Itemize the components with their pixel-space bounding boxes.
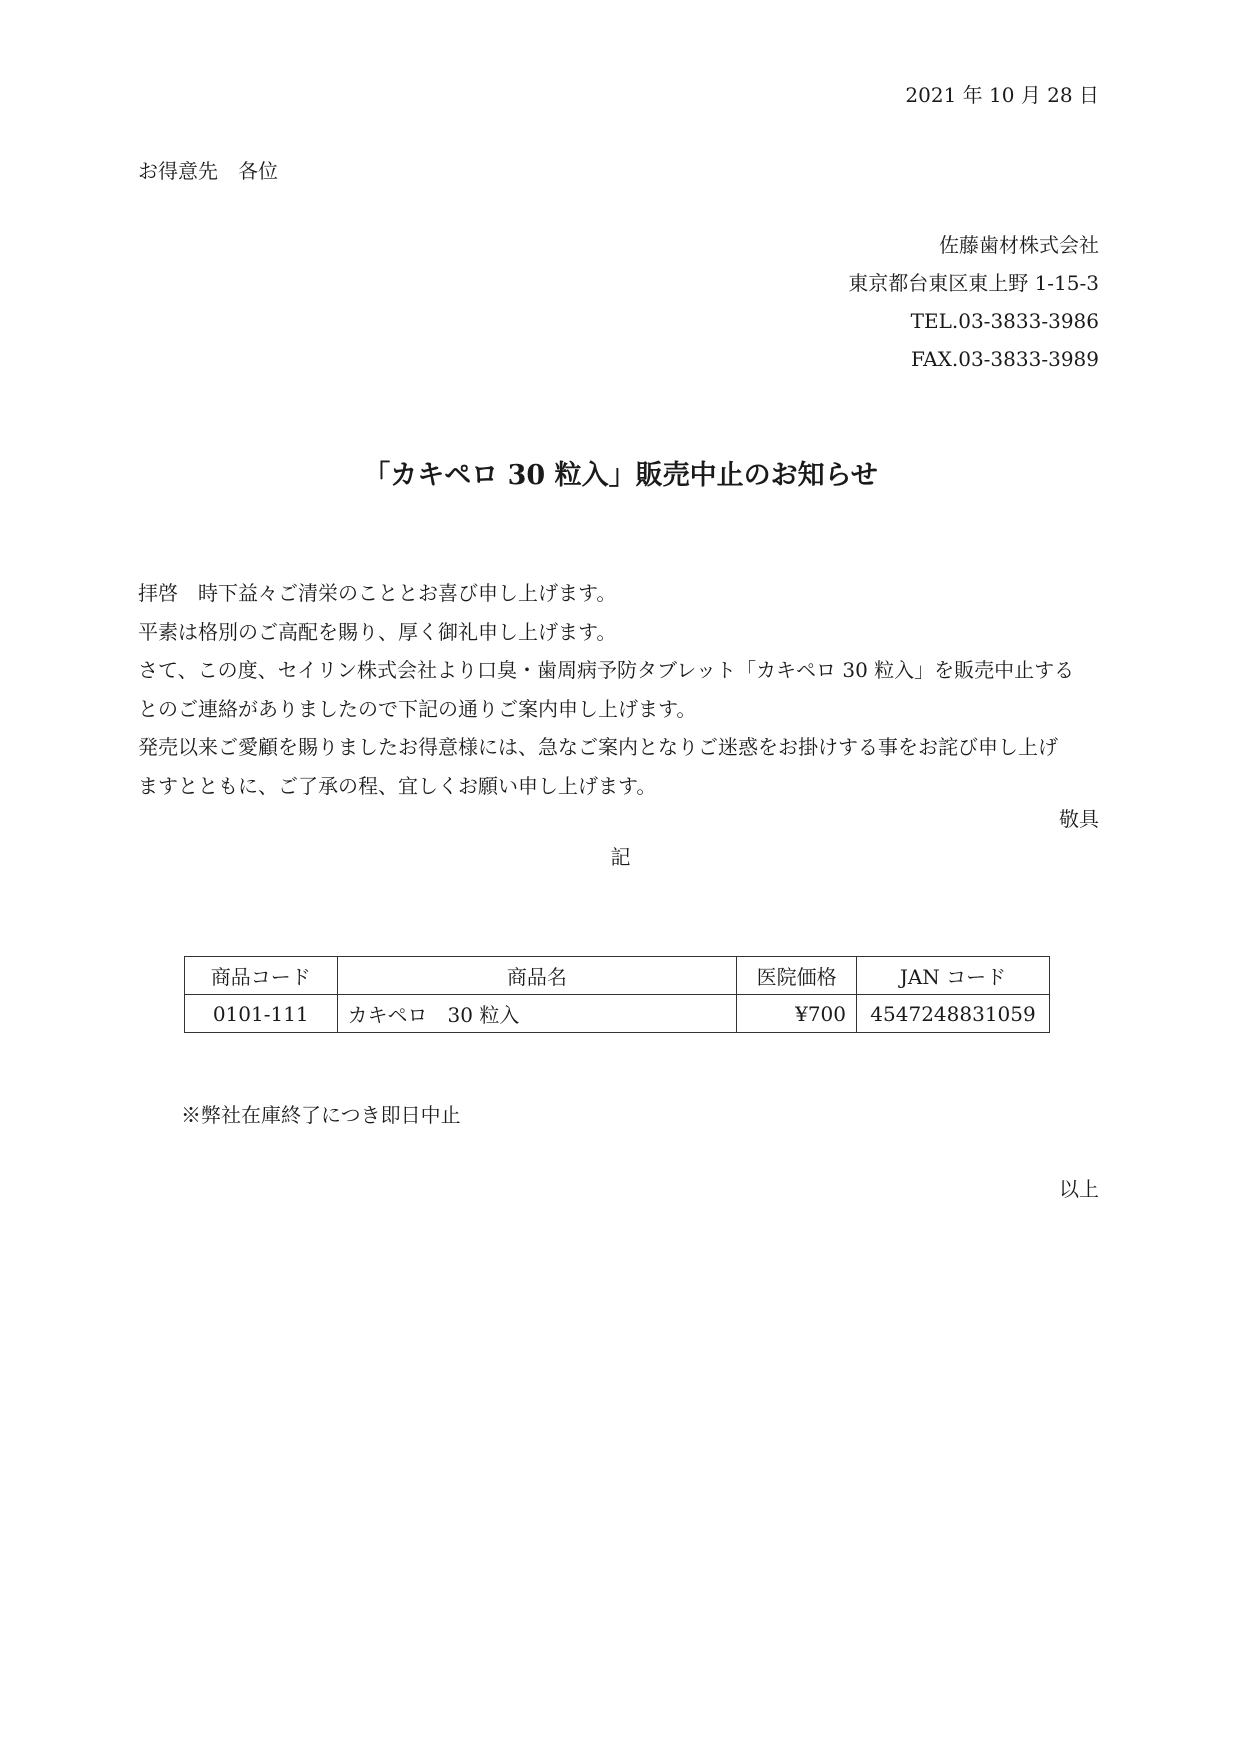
product-table — [184, 956, 1050, 1033]
closing-keigu: 敬具 — [1059, 807, 1099, 831]
document-date: 2021 年 10 月 28 日 — [905, 83, 1099, 107]
cell-clinic-price: ¥700 — [737, 995, 857, 1033]
closing-ijo: 以上 — [1059, 1177, 1099, 1201]
cell-product-name: カキペロ 30 粒入 — [337, 995, 737, 1033]
cell-product-code: 0101-111 — [185, 995, 338, 1033]
body-text — [138, 574, 1100, 805]
body-line: 拝啓 時下益々ご清栄のこととお喜び申し上げます。 — [138, 581, 617, 605]
sender-block — [848, 226, 1099, 378]
body-line: さて、この度、セイリン株式会社より口臭・歯周病予防タブレット「カキペロ 30 粒入」を販売中止する — [138, 658, 1075, 682]
cell-jan-code: 4547248831059 — [857, 995, 1050, 1033]
sender-tel: TEL.03-3833-3986 — [910, 309, 1099, 333]
sender-fax: FAX.03-3833-3989 — [911, 347, 1099, 371]
table-header-row — [185, 957, 1050, 995]
body-line: 平素は格別のご高配を賜り、厚く御礼申し上げます。 — [138, 619, 617, 644]
body-line: 発売以来ご愛顧を賜りましたお得意様には、急なご案内となりご迷惑をお掛けする事をお詫び申し上げ — [138, 735, 1058, 759]
header-product-name: 商品名 — [337, 957, 737, 995]
body-line: ますとともに、ご了承の程、宜しくお願い申し上げます。 — [138, 773, 657, 798]
stock-note: ※弊社在庫終了につき即日中止 — [181, 1103, 461, 1127]
sender-address: 東京都台東区東上野 1-15-3 — [848, 271, 1099, 295]
header-product-code: 商品コード — [185, 957, 338, 995]
recipient: お得意先 各位 — [138, 159, 278, 183]
body-line: とのご連絡がありましたので下記の通りご案内申し上げます。 — [138, 696, 697, 721]
sender-company: 佐藤歯材株式会社 — [939, 233, 1099, 257]
table-row — [185, 995, 1050, 1033]
header-jan-code: JAN コード — [857, 957, 1050, 995]
header-clinic-price: 医院価格 — [737, 957, 857, 995]
ki-heading: 記 — [610, 845, 631, 869]
document-title: 「カキペロ 30 粒入」販売中止のお知らせ — [363, 460, 878, 491]
